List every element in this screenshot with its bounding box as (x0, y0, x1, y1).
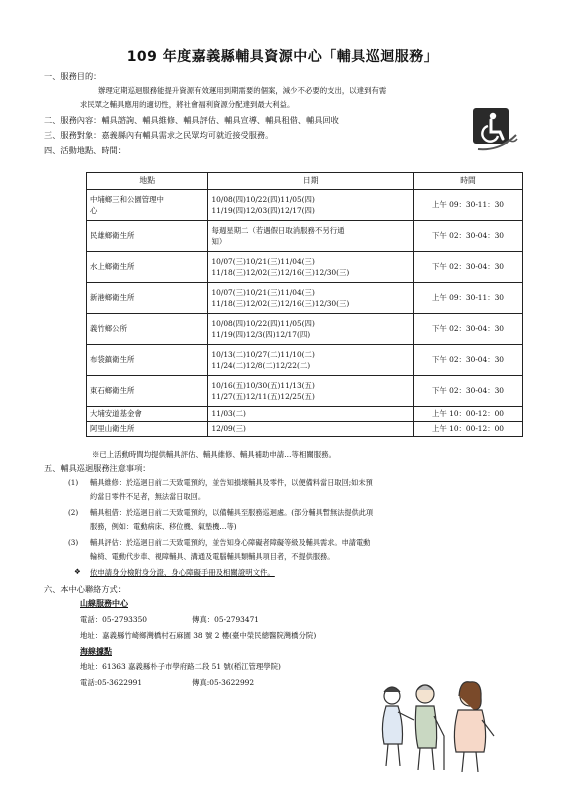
cell-date: 10/13(二)10/27(二)11/10(二) 11/24(二)12/8(二)12/22(二) (208, 345, 414, 376)
notice-line: 服務，例如：電動病床、移位機、氣墊機…等) (90, 521, 237, 531)
cell-time: 上午 09：30-11：30 (414, 283, 523, 314)
cell-time: 下午 02：30-04：30 (414, 314, 523, 345)
section-2: 二、服務內容：輔具諮詢、輔具維修、輔具評估、輔具宣導、輔具租借、輔具回收 (44, 115, 339, 125)
wheelchair-icon (470, 105, 518, 153)
section-1-line-2: 求民眾之輔具應用的適切性，將社會福利資源分配達到最大利益。 (80, 100, 295, 109)
notice-number: (2) (68, 508, 79, 517)
cell-place: 阿里山衛生所 (87, 422, 208, 437)
cell-date: 10/07(三)10/21(三)11/04(三) 11/18(三)12/02(三)12/16(三)12/30(三) (208, 252, 414, 283)
sea-fax: 傳真:05-3622992 (192, 678, 255, 687)
cell-place: 中埔鄉三和公園管理中 心 (87, 190, 208, 221)
caregivers-illustration (370, 666, 500, 776)
table-row (87, 283, 523, 314)
table-row (87, 376, 523, 407)
remark-text: 依申請身分檢附身分證、身心障礙手冊及相關證明文件。 (90, 568, 275, 577)
cell-time: 上午 10：00-12：00 (414, 422, 523, 437)
cell-time: 下午 02：30-04：30 (414, 376, 523, 407)
section-6-label: 六、本中心聯絡方式： (44, 584, 126, 594)
table-row (87, 221, 523, 252)
section-5-label: 五、輔具巡迴服務注意事項： (44, 463, 151, 473)
cell-date: 11/03(二) (208, 407, 414, 422)
table-row (87, 314, 523, 345)
header-place: 地點 (87, 173, 208, 190)
sea-phone: 電話:05-3622991 (80, 678, 143, 687)
notice-item (68, 506, 528, 534)
sea-point-heading: 海線據點 (80, 646, 112, 656)
section-3: 三、服務對象：嘉義縣內有輔具需求之民眾均可就近接受服務。 (44, 130, 274, 140)
table-header-row (87, 173, 523, 190)
page-title: 109 年度嘉義縣輔具資源中心「輔具巡迴服務」 (126, 49, 439, 65)
mountain-phone: 電話：05-2793350 (80, 615, 147, 624)
cell-time: 上午 09：30-11：30 (414, 190, 523, 221)
cell-place: 布袋鎮衛生所 (87, 345, 208, 376)
header-date: 日期 (208, 173, 414, 190)
notice-item (68, 536, 528, 564)
notice-number: (3) (68, 538, 79, 547)
table-row (87, 422, 523, 437)
table-row (87, 252, 523, 283)
cell-date: 12/09(三) (208, 422, 414, 437)
section-1-label: 一、服務目的： (44, 71, 102, 81)
notice-line: 輪椅、電動代步車、視障輔具、溝通及電腦輔具類輔具項目者，不提供服務。 (90, 551, 335, 561)
cell-place: 大埔安道基金會 (87, 407, 208, 422)
notice-line: 輔具租借：於巡迴日前二天致電預約，以備輔具至服務巡迴處。(部分輔具暫無法提供此項 (90, 508, 374, 517)
header-time: 時間 (414, 173, 523, 190)
cell-time: 下午 02：30-04：30 (414, 221, 523, 252)
table-row (87, 407, 523, 422)
cell-time: 下午 02：30-04：30 (414, 345, 523, 376)
cell-place: 新港鄉衛生所 (87, 283, 208, 314)
section-4-label: 四、活動地點、時間： (44, 145, 126, 155)
schedule-table (86, 172, 523, 437)
cell-place: 東石鄉衛生所 (87, 376, 208, 407)
notice-number: (1) (68, 478, 79, 487)
table-row (87, 190, 523, 221)
mountain-address: 地址：嘉義縣竹崎鄉灣橋村石麻園 38 號 2 樓(臺中榮民總醫院灣橋分院) (80, 631, 317, 640)
cell-date: 10/16(五)10/30(五)11/13(五) 11/27(五)12/11(五)12/25(五) (208, 376, 414, 407)
notice-line: 約當日零件不足者，無法當日取回。 (90, 491, 206, 501)
section-1-line-1: 辦理定期巡迴服務能提升資源有效運用到期需要的個案，減少不必要的支出，以達到有需 (98, 86, 387, 95)
cell-date: 10/07(三)10/21(三)11/04(三) 11/18(三)12/02(三)12/16(三)12/30(三) (208, 283, 414, 314)
cell-date: 10/08(四)10/22(四)11/05(四) 11/19(四)12/03(四)12/17(四) (208, 190, 414, 221)
notice-line: 輔具評估：於巡迴日前二天致電預約，並告知身心障礙者障礙等級及輔具需求。申請電動 (90, 538, 371, 547)
cell-date: 每週星期二（若遇假日取消服務不另行通 知） (208, 221, 414, 252)
cell-time: 下午 02：30-04：30 (414, 252, 523, 283)
mountain-fax: 傳真：05-2793471 (192, 615, 259, 624)
table-row (87, 345, 523, 376)
cell-place: 義竹鄉公所 (87, 314, 208, 345)
notice-item (68, 476, 528, 504)
cell-time: 上午 10：00-12：00 (414, 407, 523, 422)
sea-address: 地址：61363 嘉義縣朴子市學府路二段 51 號(稻江管理學院) (80, 662, 281, 671)
remark-bullet: ❖ (74, 567, 81, 576)
mountain-center-heading: 山線服務中心 (80, 598, 128, 608)
cell-place: 水上鄉衛生所 (87, 252, 208, 283)
cell-date: 10/08(四)10/22(四)11/05(四) 11/19(四)12/3(四)12/17(四) (208, 314, 414, 345)
notice-line: 輔具維修：於巡迴日前二天致電預約，並告知損壞輔具及零件，以便備料當日取回;如未預 (90, 478, 373, 487)
cell-place: 民雄鄉衛生所 (87, 221, 208, 252)
table-note: ※已上活動時間均提供輔具評估、輔具維修、輔具補助申請…等相關服務。 (92, 450, 336, 459)
